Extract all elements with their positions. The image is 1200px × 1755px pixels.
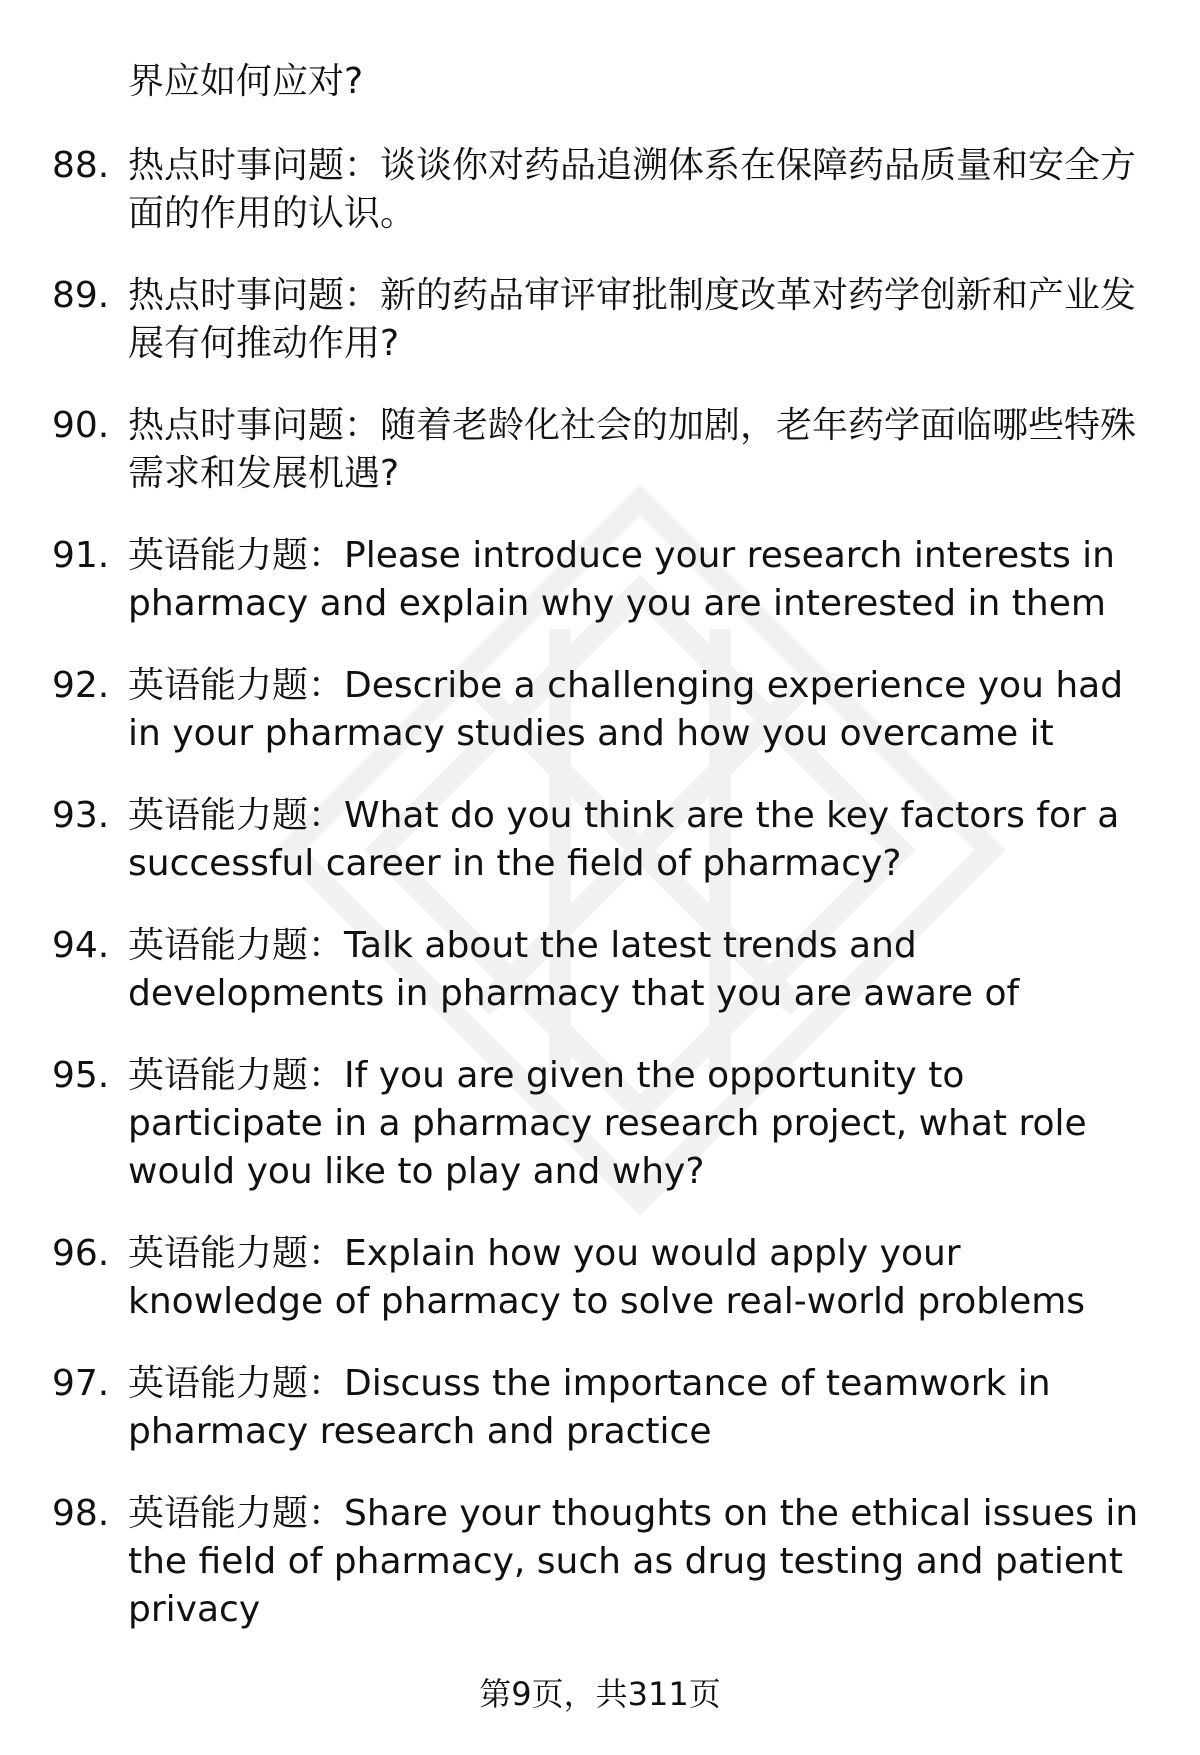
question-text: 英语能力题：Please introduce your research interests in pharmacy and explain why you are interested in them <box>128 535 1115 624</box>
question-number: 97. <box>52 1363 110 1404</box>
question-item-90 <box>0 402 1148 498</box>
question-item-89 <box>0 272 1148 368</box>
question-number: 94. <box>52 925 110 966</box>
question-item-96 <box>0 1230 1148 1326</box>
question-item-91 <box>0 532 1148 628</box>
page-number-footer: 第9页，共311页 <box>479 1675 721 1713</box>
question-text: 英语能力题：Share your thoughts on the ethical issues in the field of pharmacy, such as drug testing and patient privacy <box>128 1493 1139 1630</box>
question-text: 英语能力题：Explain how you would apply your knowledge of pharmacy to solve real-world problems <box>128 1233 1086 1322</box>
question-item-98 <box>0 1490 1148 1634</box>
question-item-97 <box>0 1360 1148 1456</box>
question-number: 98. <box>52 1493 110 1534</box>
question-text: 英语能力题：If you are given the opportunity to participate in a pharmacy research project, what role would you like to play and why? <box>128 1055 1087 1192</box>
question-text: 英语能力题：Talk about the latest trends and developments in pharmacy that you are aware of <box>128 925 1020 1014</box>
question-text: 英语能力题：What do you think are the key factors for a successful career in the field of pharmacy? <box>128 795 1120 884</box>
question-number: 91. <box>52 535 110 576</box>
continued-question-text: 界应如何应对? <box>128 61 364 102</box>
question-number: 92. <box>52 665 110 706</box>
question-number: 88. <box>52 145 110 186</box>
question-text: 英语能力题：Discuss the importance of teamwork in pharmacy research and practice <box>128 1363 1051 1452</box>
question-item-94 <box>0 922 1148 1018</box>
question-item-93 <box>0 792 1148 888</box>
question-number: 96. <box>52 1233 110 1274</box>
question-number: 90. <box>52 405 110 446</box>
question-number: 95. <box>52 1055 110 1096</box>
question-text: 英语能力题：Describe a challenging experience you had in your pharmacy studies and how you overcame it <box>128 665 1124 754</box>
question-item-95 <box>0 1052 1148 1196</box>
question-text: 热点时事问题：谈谈你对药品追溯体系在保障药品质量和安全方面的作用的认识。 <box>128 145 1137 234</box>
question-number: 89. <box>52 275 110 316</box>
question-text: 热点时事问题：新的药品审评审批制度改革对药学创新和产业发展有何推动作用? <box>128 275 1137 364</box>
question-item-92 <box>0 662 1148 758</box>
question-text: 热点时事问题：随着老龄化社会的加剧，老年药学面临哪些特殊需求和发展机遇? <box>128 405 1137 494</box>
question-list <box>0 142 1200 1668</box>
question-number: 93. <box>52 795 110 836</box>
question-item-88 <box>0 142 1148 238</box>
